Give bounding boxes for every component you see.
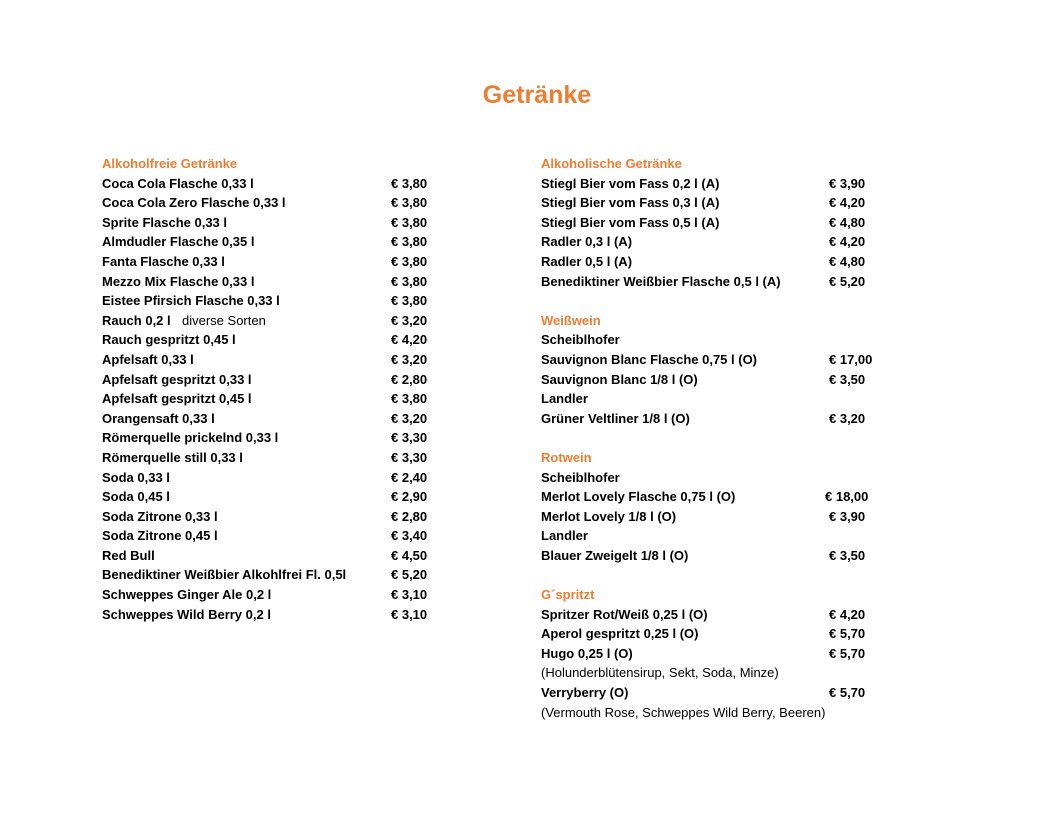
item-description: (Vermouth Rose, Schweppes Wild Berry, Beeren) (541, 704, 826, 720)
item-price: € 2,80 (391, 371, 428, 387)
item-price: € 3,90 (829, 175, 866, 191)
item-name: Römerquelle still 0,33 l (102, 449, 243, 465)
item-price: € 2,90 (391, 489, 428, 505)
menu-item (102, 389, 442, 409)
item-price: € 4,80 (829, 214, 866, 230)
menu-item (541, 507, 886, 527)
item-note: diverse Sorten (182, 312, 266, 328)
item-name: Grüner Veltliner 1/8 l (O) (541, 410, 690, 426)
item-price: € 5,20 (391, 567, 428, 583)
item-name: Schweppes Ginger Ale 0,2 l (102, 587, 272, 603)
item-name: Merlot Lovely 1/8 l (O) (541, 508, 677, 524)
section-heading-red-wine: Rotwein (541, 449, 592, 465)
menu-item (102, 428, 442, 448)
item-price: € 4,80 (829, 253, 866, 269)
menu-item (102, 232, 442, 252)
menu-item (102, 487, 442, 507)
item-price: € 2,40 (391, 469, 428, 485)
item-name: Mezzo Mix Flasche 0,33 l (102, 273, 255, 289)
menu-item (102, 213, 442, 233)
menu-item (541, 272, 886, 292)
section-heading-non-alcoholic: Alkoholfreie Getränke (102, 156, 238, 171)
item-price: € 5,70 (829, 626, 866, 642)
item-price: € 3,80 (391, 234, 428, 250)
item-price: € 3,10 (391, 606, 428, 622)
item-price: € 3,20 (391, 351, 428, 367)
item-price: € 17,00 (829, 351, 873, 367)
menu-item (541, 252, 886, 272)
menu-item (102, 272, 442, 292)
non-alcoholic-drinks-column (102, 154, 442, 624)
item-name: Orangensaft 0,33 l (102, 410, 215, 426)
item-description: (Holunderblütensirup, Sekt, Soda, Minze) (541, 665, 779, 681)
menu-item (102, 252, 442, 272)
menu-item (102, 565, 442, 585)
item-price: € 3,40 (391, 528, 428, 544)
winery-name: Landler (541, 391, 588, 407)
menu-item (102, 448, 442, 468)
menu-item (102, 507, 442, 527)
winery-name: Scheiblhofer (541, 469, 620, 485)
menu-item (102, 526, 442, 546)
item-price: € 3,80 (391, 293, 428, 309)
item-name: Aperol gespritzt 0,25 l (O) (541, 626, 699, 642)
item-price: € 3,80 (391, 273, 428, 289)
spacer (541, 565, 886, 585)
menu-item (102, 370, 442, 390)
item-name: Römerquelle prickelnd 0,33 l (102, 430, 279, 446)
menu-item (541, 193, 886, 213)
item-price: € 4,20 (829, 234, 866, 250)
item-price: € 4,20 (829, 606, 866, 622)
item-name: Stiegl Bier vom Fass 0,2 l (A) (541, 175, 720, 191)
menu-item (102, 585, 442, 605)
item-price: € 3,80 (391, 195, 428, 211)
item-name: Radler 0,3 l (A) (541, 234, 633, 250)
item-name: Eistee Pfirsich Flasche 0,33 l (102, 293, 280, 309)
item-name: Soda Zitrone 0,33 l (102, 508, 218, 524)
menu-item (541, 213, 886, 233)
item-name: Coca Cola Zero Flasche 0,33 l (102, 195, 286, 211)
menu-item (541, 644, 886, 664)
item-name: Fanta Flasche 0,33 l (102, 253, 225, 269)
item-price: € 3,20 (829, 410, 866, 426)
item-price: € 5,70 (829, 645, 866, 661)
item-price: € 3,80 (391, 175, 428, 191)
menu-item (102, 350, 442, 370)
spacer (541, 291, 886, 311)
menu-item (541, 487, 886, 507)
item-price: € 3,80 (391, 253, 428, 269)
winery-name: Scheiblhofer (541, 332, 620, 348)
alcoholic-drinks-list (541, 174, 886, 292)
item-name: Verryberry (O) (541, 685, 629, 701)
item-price: € 3,20 (391, 410, 428, 426)
item-name: Stiegl Bier vom Fass 0,5 l (A) (541, 214, 720, 230)
item-price: € 3,50 (829, 371, 866, 387)
item-name: Stiegl Bier vom Fass 0,3 l (A) (541, 195, 720, 211)
menu-item (541, 605, 886, 625)
section-heading-gspritzt: G´spritzt (541, 587, 595, 603)
item-name: Almdudler Flasche 0,35 l (102, 234, 255, 250)
item-name: Soda 0,45 l (102, 489, 170, 505)
menu-item (102, 409, 442, 429)
menu-item (102, 174, 442, 194)
item-price: € 4,20 (391, 332, 428, 348)
item-name: Sauvignon Blanc Flasche 0,75 l (O) (541, 351, 758, 367)
item-name: Sprite Flasche 0,33 l (102, 214, 228, 230)
menu-item (102, 546, 442, 566)
item-name: Blauer Zweigelt 1/8 l (O) (541, 547, 689, 563)
item-name: Red Bull (102, 547, 155, 563)
item-name: Soda Zitrone 0,45 l (102, 528, 218, 544)
item-price: € 3,80 (391, 214, 428, 230)
item-name: Schweppes Wild Berry 0,2 l (102, 606, 271, 622)
menu-item (102, 468, 442, 488)
menu-item (102, 291, 442, 311)
item-name: Hugo 0,25 l (O) (541, 645, 633, 661)
item-name: Merlot Lovely Flasche 0,75 l (O) (541, 489, 736, 505)
menu-item (541, 683, 886, 703)
item-price: € 3,50 (829, 547, 866, 563)
item-name: Radler 0,5 l (A) (541, 253, 633, 269)
section-heading-white-wine: Weißwein (541, 312, 601, 328)
item-name: Apfelsaft gespritzt 0,45 l (102, 391, 252, 407)
item-price: € 18,00 (825, 489, 869, 505)
item-name: Apfelsaft 0,33 l (102, 351, 194, 367)
item-name: Sauvignon Blanc 1/8 l (O) (541, 371, 698, 387)
item-price: € 4,20 (829, 195, 866, 211)
non-alcoholic-drinks-list (102, 174, 442, 625)
item-price: € 3,10 (391, 587, 428, 603)
spacer (541, 428, 886, 448)
item-price: € 2,80 (391, 508, 428, 524)
item-price: € 3,80 (391, 391, 428, 407)
item-price: € 5,70 (829, 685, 866, 701)
page-title: Getränke (482, 81, 592, 109)
item-name: Apfelsaft gespritzt 0,33 l (102, 371, 252, 387)
item-name: Rauch gespritzt 0,45 l (102, 332, 236, 348)
menu-item (541, 174, 886, 194)
section-heading-alcoholic: Alkoholische Getränke (541, 156, 682, 171)
menu-item (541, 409, 886, 429)
item-name: Soda 0,33 l (102, 469, 170, 485)
alcoholic-drinks-column (541, 154, 886, 722)
menu-item (102, 193, 442, 213)
menu-item (102, 605, 442, 625)
menu-item (102, 311, 442, 331)
item-price: € 3,30 (391, 449, 428, 465)
winery-name: Landler (541, 528, 588, 544)
item-price: € 4,50 (391, 547, 428, 563)
menu-item (541, 232, 886, 252)
menu-item (541, 350, 886, 370)
item-price: € 3,90 (829, 508, 866, 524)
menu-item (102, 330, 442, 350)
item-name: Spritzer Rot/Weiß 0,25 l (O) (541, 606, 708, 622)
item-name: Benediktiner Weißbier Flasche 0,5 l (A) (541, 273, 781, 289)
item-price: € 5,20 (829, 273, 866, 289)
menu-item (541, 370, 886, 390)
item-price: € 3,30 (391, 430, 428, 446)
item-name: Rauch 0,2 l (102, 312, 171, 328)
menu-item (541, 546, 886, 566)
item-name: Benediktiner Weißbier Alkohlfrei Fl. 0,5l (102, 567, 347, 583)
menu-item (541, 624, 886, 644)
item-name: Coca Cola Flasche 0,33 l (102, 175, 254, 191)
item-price: € 3,20 (391, 312, 428, 328)
